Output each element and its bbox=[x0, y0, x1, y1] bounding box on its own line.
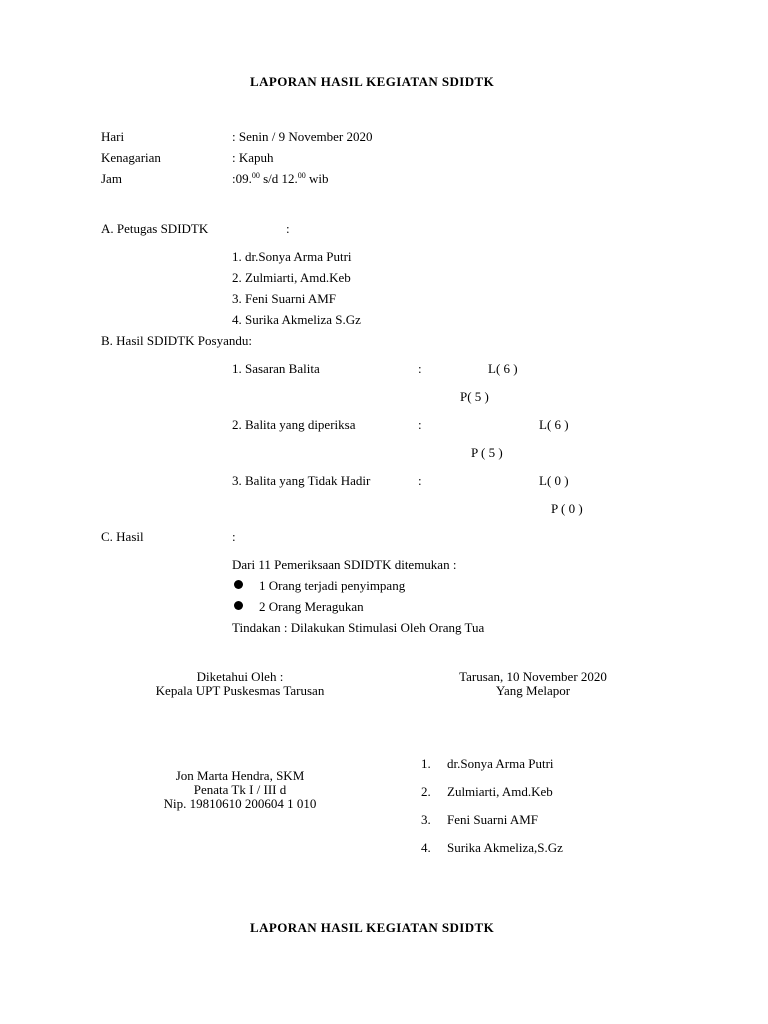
kepala-upt: Kepala UPT Puskesmas Tarusan bbox=[155, 683, 325, 698]
melapor-name-3: Feni Suarni AMF bbox=[447, 812, 539, 827]
petugas-item-1: 1. dr.Sonya Arma Putri bbox=[232, 249, 352, 264]
hasil-bullet-1: 1 Orang terjadi penyimpang bbox=[259, 578, 406, 593]
petugas-item-3: 3. Feni Suarni AMF bbox=[232, 291, 337, 306]
section-c-colon: : bbox=[232, 529, 236, 544]
page-title-repeat: LAPORAN HASIL KEGIATAN SDIDTK bbox=[250, 920, 495, 935]
row-2-p-value: P ( 5 ) bbox=[471, 445, 503, 460]
melapor-name-2: Zulmiarti, Amd.Keb bbox=[447, 784, 553, 799]
hasil-intro: Dari 11 Pemeriksaan SDIDTK ditemukan : bbox=[232, 557, 457, 572]
row-1-colon: : bbox=[418, 361, 422, 376]
kenagarian-label: Kenagarian bbox=[101, 150, 161, 165]
bullet-dot-1 bbox=[234, 580, 243, 589]
section-b-label: B. Hasil SDIDTK Posyandu: bbox=[101, 333, 252, 348]
melapor-name-1: dr.Sonya Arma Putri bbox=[447, 756, 554, 771]
hasil-bullet-2: 2 Orang Meragukan bbox=[259, 599, 364, 614]
diketahui-oleh: Diketahui Oleh : bbox=[196, 669, 284, 684]
kenagarian-value: : Kapuh bbox=[232, 150, 274, 165]
hari-value: : Senin / 9 November 2020 bbox=[232, 129, 373, 144]
melapor-num-4: 4. bbox=[421, 840, 431, 855]
jam-suffix: wib bbox=[305, 171, 329, 186]
petugas-item-2: 2. Zulmiarti, Amd.Keb bbox=[232, 270, 351, 285]
signer-rank: Penata Tk I / III d bbox=[193, 782, 287, 797]
row-2-label: 2. Balita yang diperiksa bbox=[232, 417, 356, 432]
tarusan-date: Tarusan, 10 November 2020 bbox=[459, 669, 607, 684]
row-3-label: 3. Balita yang Tidak Hadir bbox=[232, 473, 371, 488]
jam-sup-start: 00 bbox=[251, 171, 260, 180]
melapor-name-4: Surika Akmeliza,S.Gz bbox=[447, 840, 563, 855]
section-a-colon: : bbox=[286, 221, 290, 236]
section-a-label: A. Petugas SDIDTK bbox=[101, 221, 209, 236]
row-3-l-value: L( 0 ) bbox=[539, 473, 569, 488]
signer-name: Jon Marta Hendra, SKM bbox=[175, 768, 305, 783]
hari-label: Hari bbox=[101, 129, 125, 144]
petugas-item-4: 4. Surika Akmeliza S.Gz bbox=[232, 312, 361, 327]
yang-melapor: Yang Melapor bbox=[495, 683, 571, 698]
melapor-num-3: 3. bbox=[421, 812, 431, 827]
section-c-label: C. Hasil bbox=[101, 529, 144, 544]
jam-label: Jam bbox=[101, 171, 122, 186]
row-1-label: 1. Sasaran Balita bbox=[232, 361, 320, 376]
row-2-l-value: L( 6 ) bbox=[539, 417, 569, 432]
signer-nip: Nip. 19810610 200604 1 010 bbox=[163, 796, 317, 811]
jam-value bbox=[232, 172, 329, 185]
row-3-p-value: P ( 0 ) bbox=[551, 501, 583, 516]
jam-sup-end: 00 bbox=[297, 171, 306, 180]
jam-mid: s/d 12. bbox=[259, 171, 298, 186]
jam-prefix: :09. bbox=[232, 171, 252, 186]
melapor-num-1: 1. bbox=[421, 756, 431, 771]
row-1-p-value: P( 5 ) bbox=[460, 389, 489, 404]
row-3-colon: : bbox=[418, 473, 422, 488]
melapor-num-2: 2. bbox=[421, 784, 431, 799]
row-2-colon: : bbox=[418, 417, 422, 432]
row-1-l-value: L( 6 ) bbox=[488, 361, 518, 376]
page-title: LAPORAN HASIL KEGIATAN SDIDTK bbox=[250, 74, 495, 89]
tindakan-text: Tindakan : Dilakukan Stimulasi Oleh Orang Tua bbox=[232, 620, 485, 635]
bullet-dot-2 bbox=[234, 601, 243, 610]
